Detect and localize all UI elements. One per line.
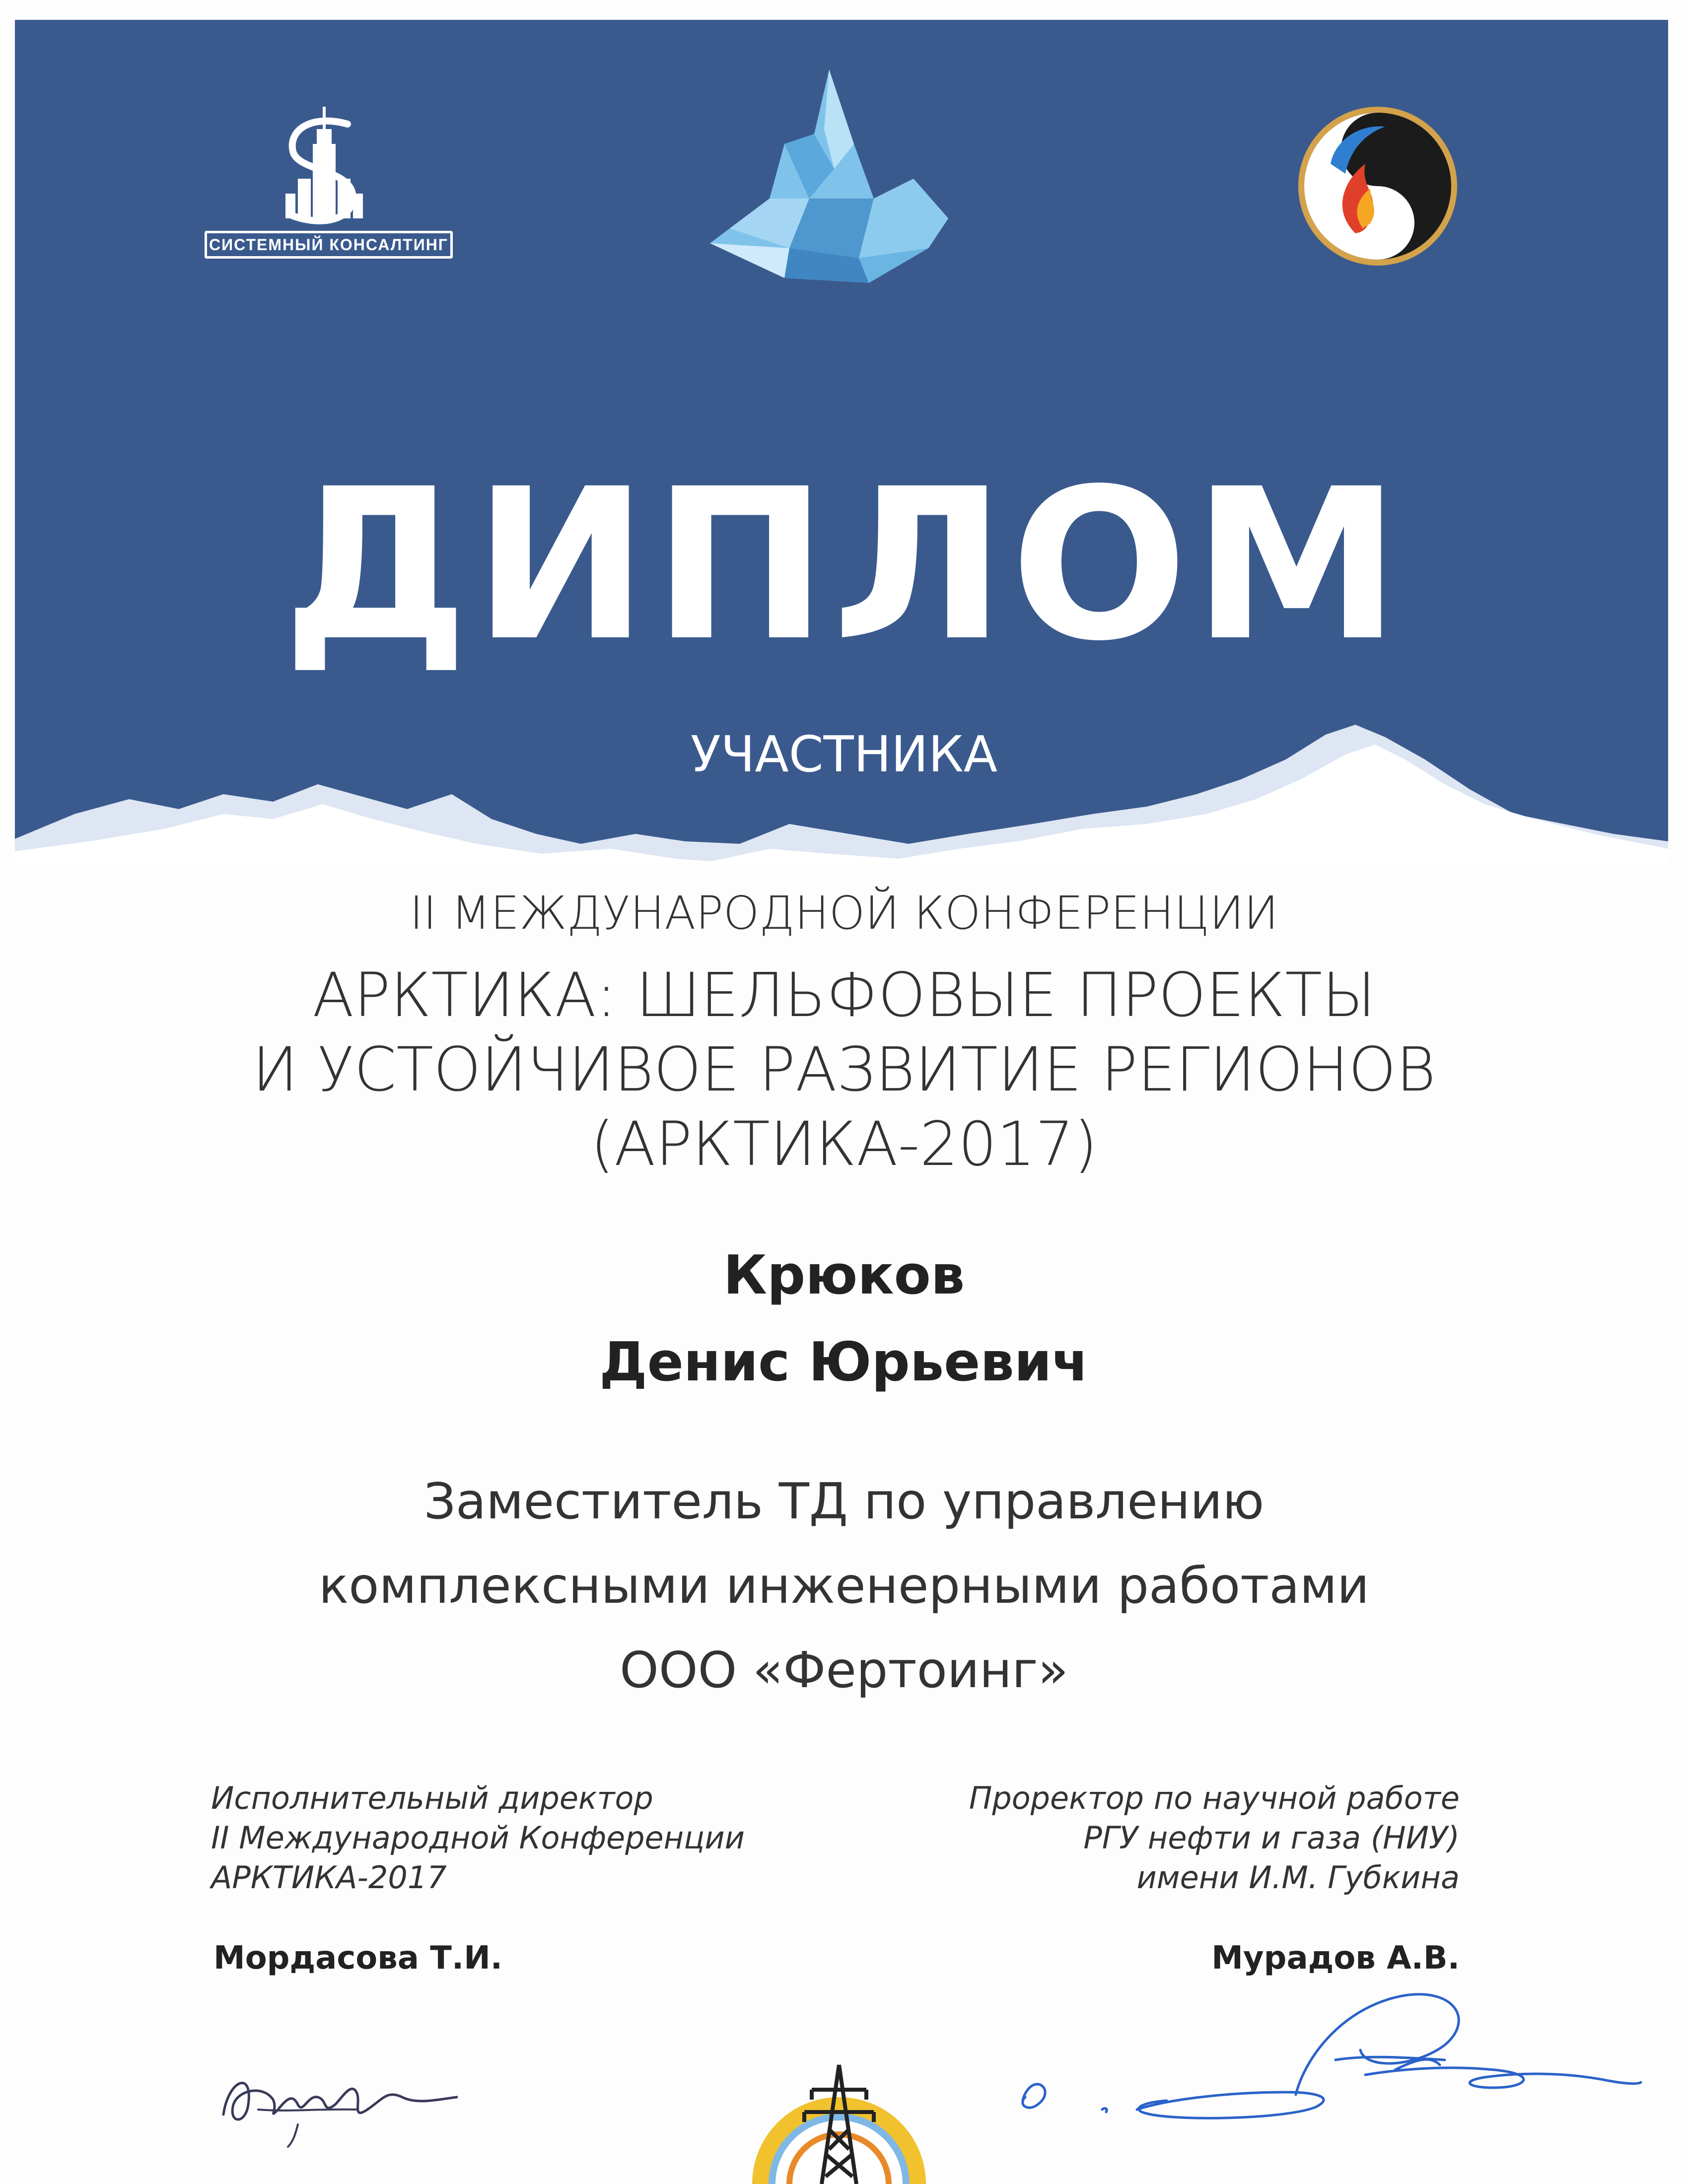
right-handwritten-signature xyxy=(1018,1985,1643,2154)
conference-name-line-1: АРКТИКА: ШЕЛЬФОВЫЕ ПРОЕКТЫ xyxy=(312,960,1376,1030)
recipient-position-line-2: комплексными инженерными работами xyxy=(318,1557,1370,1615)
iceberg-icon xyxy=(710,69,948,288)
left-signatory-title-line-1: Исполнительный директор xyxy=(211,1780,653,1816)
left-handwritten-signature xyxy=(209,2050,467,2149)
diploma-title: ДИПЛОМ xyxy=(282,444,1406,687)
yin-yang-flame-logo-icon xyxy=(1296,104,1460,268)
left-signatory-title-line-2: II Международной Конференции xyxy=(211,1820,745,1856)
conference-prefix: II МЕЖДУНАРОДНОЙ КОНФЕРЕНЦИИ xyxy=(410,887,1278,940)
right-signatory-name: Мурадов А.В. xyxy=(1211,1940,1460,1977)
power-tower-logo-icon xyxy=(742,2030,936,2184)
recipient-organization: ООО «Фертоинг» xyxy=(620,1641,1068,1699)
right-signatory-title-line-2: РГУ нефти и газа (НИУ) xyxy=(1083,1820,1460,1856)
conference-name-line-2: И УСТОЙЧИВОЕ РАЗВИТИЕ РЕГИОНОВ xyxy=(252,1034,1436,1105)
right-signatory-title-line-1: Проректор по научной работе xyxy=(969,1780,1460,1816)
left-signatory-title-line-3: АРКТИКА-2017 xyxy=(211,1859,447,1896)
recipient-position-line-1: Заместитель ТД по управлению xyxy=(423,1472,1265,1530)
diploma-subtitle: УЧАСТНИКА xyxy=(690,725,998,783)
right-signatory-title-line-3: имени И.М. Губкина xyxy=(1136,1859,1460,1896)
recipient-surname: Крюков xyxy=(723,1244,965,1306)
left-signatory-name: Мордасова Т.И. xyxy=(213,1940,503,1977)
conference-name-line-3: (АРКТИКА-2017) xyxy=(590,1109,1098,1179)
recipient-given-names: Денис Юрьевич xyxy=(599,1331,1089,1393)
consulting-logo-caption: СИСТЕМНЫЙ КОНСАЛТИНГ xyxy=(205,231,453,259)
